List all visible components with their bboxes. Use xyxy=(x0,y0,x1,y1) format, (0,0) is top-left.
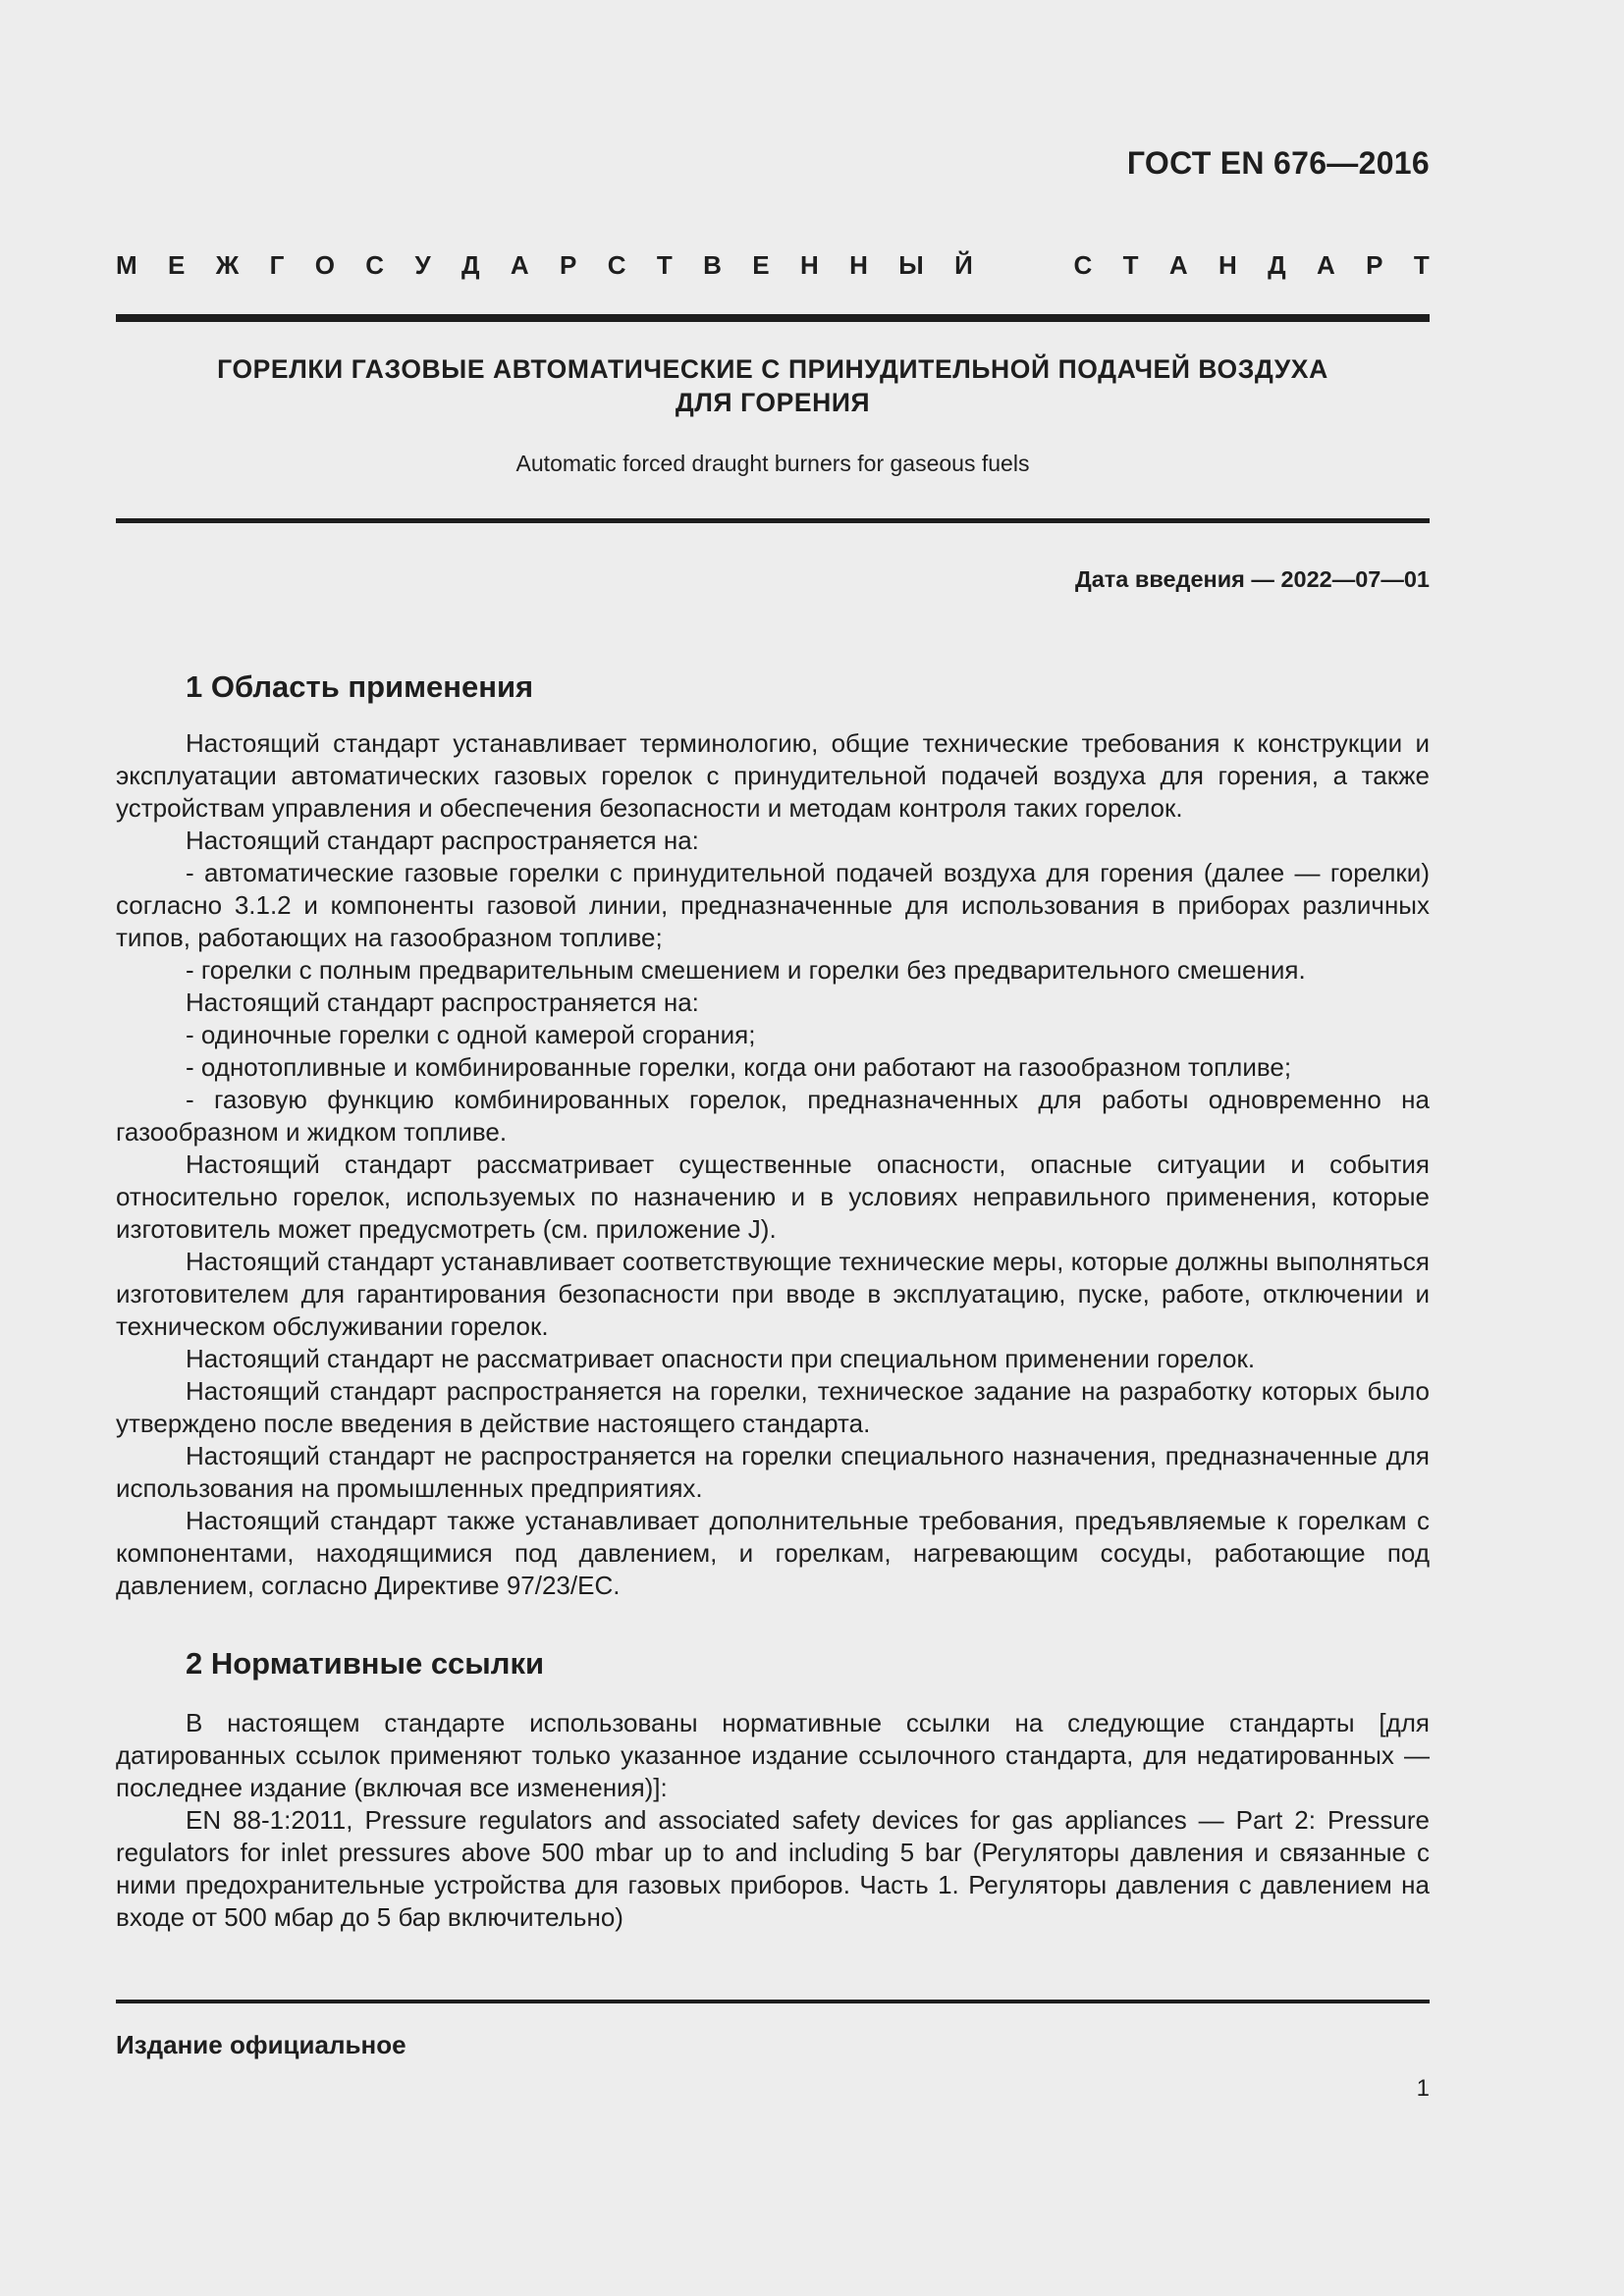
standard-kind xyxy=(116,250,1430,281)
introduction-date: Дата введения — 2022—07—01 xyxy=(1074,566,1430,592)
title-russian-line-1: ГОРЕЛКИ ГАЗОВЫЕ АВТОМАТИЧЕСКИЕ С ПРИНУДИТЕЛЬНОЙ ПОДАЧЕЙ ВОЗДУХА xyxy=(217,354,1328,384)
section-1-body xyxy=(116,727,1430,1602)
official-edition-label: Издание официальное xyxy=(116,2030,406,2059)
document-code: ГОСТ EN 676—2016 xyxy=(1126,145,1430,181)
standard-kind-letter: О xyxy=(314,250,335,280)
paragraph: EN 88-1:2011, Pressure regulators and associated safety devices for gas appliances — Part 2: Pressure regulators for inlet pressures above 500 mbar up to and including 5 bar (Регуляторы давления и связанные с ними предохранительные устройства для газовых приборов. Часть 1. Регуляторы давления с давлением на входе от 500 мбар до 5 бар включительно) xyxy=(116,1805,1430,1932)
standard-kind-letter: Ж xyxy=(215,250,240,280)
standard-kind-letter: Н xyxy=(849,250,868,280)
standard-kind-letter: С xyxy=(1073,250,1093,280)
title-divider xyxy=(116,518,1430,523)
standard-kind-letter: С xyxy=(365,250,385,280)
top-divider xyxy=(116,314,1430,322)
standard-kind-letter: Г xyxy=(269,250,285,280)
standard-kind-letter: Р xyxy=(560,250,577,280)
title-russian xyxy=(116,352,1430,419)
paragraph: Настоящий стандарт не рассматривает опасности при специальном применении горелок. xyxy=(186,1344,1256,1373)
document-page xyxy=(116,0,1430,2296)
paragraph: Настоящий стандарт распространяется на: xyxy=(186,988,699,1017)
list-item: - автоматические газовые горелки с принудительной подачей воздуха для горения (далее — горелки) согласно 3.1.2 и компоненты газовой линии, предназначенные для использования в приборах различных типов, работающих на газообразном топливе; xyxy=(116,858,1430,952)
paragraph: Настоящий стандарт устанавливает соответствующие технические меры, которые должны выполняться изготовителем для гарантирования безопасности при вводе в эксплуатацию, пуске, работе, отключении и техническом обслуживании горелок. xyxy=(116,1247,1430,1341)
standard-kind-letter: Т xyxy=(656,250,673,280)
standard-kind-letter: А xyxy=(1168,250,1188,280)
standard-kind-letter: Д xyxy=(1268,250,1286,280)
paragraph: Настоящий стандарт распространяется на: xyxy=(186,826,699,855)
paragraph: Настоящий стандарт не распространяется на горелки специального назначения, предназначенные для использования на промышленных предприятиях. xyxy=(116,1441,1430,1503)
page-number: 1 xyxy=(1416,2075,1430,2102)
list-item: - горелки с полным предварительным смешением и горелки без предварительного смешения. xyxy=(186,955,1306,985)
title-english: Automatic forced draught burners for gaseous fuels xyxy=(515,451,1030,476)
standard-kind-letter: С xyxy=(607,250,626,280)
list-item: - однотопливные и комбинированные горелки, когда они работают на газообразном топливе; xyxy=(186,1052,1292,1082)
footer-divider xyxy=(116,2000,1430,2003)
standard-kind-word-gap xyxy=(1003,250,1043,281)
standard-kind-letter: У xyxy=(414,250,431,280)
standard-kind-letter: Р xyxy=(1366,250,1383,280)
standard-kind-letter: Е xyxy=(168,250,186,280)
standard-kind-letter: Е xyxy=(752,250,770,280)
standard-kind-letter: Н xyxy=(799,250,819,280)
section-2-body xyxy=(116,1707,1430,1934)
list-item: - одиночные горелки с одной камерой сгорания; xyxy=(186,1020,756,1049)
standard-kind-letter: Н xyxy=(1218,250,1237,280)
standard-kind-letter: М xyxy=(116,250,137,280)
paragraph: Настоящий стандарт рассматривает существенные опасности, опасные ситуации и события относительно горелок, используемых по назначению и в условиях неправильного применения, которые изготовитель может предусмотреть (см. приложение J). xyxy=(116,1149,1430,1244)
paragraph: В настоящем стандарте использованы нормативные ссылки на следующие стандарты [для датированных ссылок применяют только указанное издание ссылочного стандарта, для недатированных — последнее издание (включая все изменения)]: xyxy=(116,1708,1430,1802)
title-russian-line-2: ДЛЯ ГОРЕНИЯ xyxy=(675,388,871,417)
standard-kind-letter: Т xyxy=(1122,250,1139,280)
standard-kind-letter: В xyxy=(703,250,722,280)
standard-kind-letter: Д xyxy=(460,250,480,280)
standard-kind-letter: Ы xyxy=(898,250,924,280)
standard-kind-letter: А xyxy=(510,250,529,280)
paragraph: Настоящий стандарт также устанавливает дополнительные требования, предъявляемые к горелкам с компонентами, находящимися под давлением, и горелкам, нагревающим сосуды, работающие под давлением, согласно Директиве 97/23/ЕС. xyxy=(116,1506,1430,1600)
standard-kind-letter: Т xyxy=(1413,250,1430,280)
list-item: - газовую функцию комбинированных горелок, предназначенных для работы одновременно на газообразном и жидком топливе. xyxy=(116,1085,1430,1147)
paragraph: Настоящий стандарт распространяется на горелки, техническое задание на разработку которых было утверждено после введения в действие настоящего стандарта. xyxy=(116,1376,1430,1438)
paragraph: Настоящий стандарт устанавливает терминологию, общие технические требования к конструкции и эксплуатации автоматических газовых горелок с принудительной подачей воздуха для горения, а также устройствам управления и обеспечения безопасности и методам контроля таких горелок. xyxy=(116,728,1430,823)
section-1-heading: 1 Область применения xyxy=(186,669,534,704)
standard-kind-letter: Й xyxy=(954,250,973,280)
standard-kind-letter: А xyxy=(1317,250,1335,280)
section-2-heading: 2 Нормативные ссылки xyxy=(186,1646,545,1681)
